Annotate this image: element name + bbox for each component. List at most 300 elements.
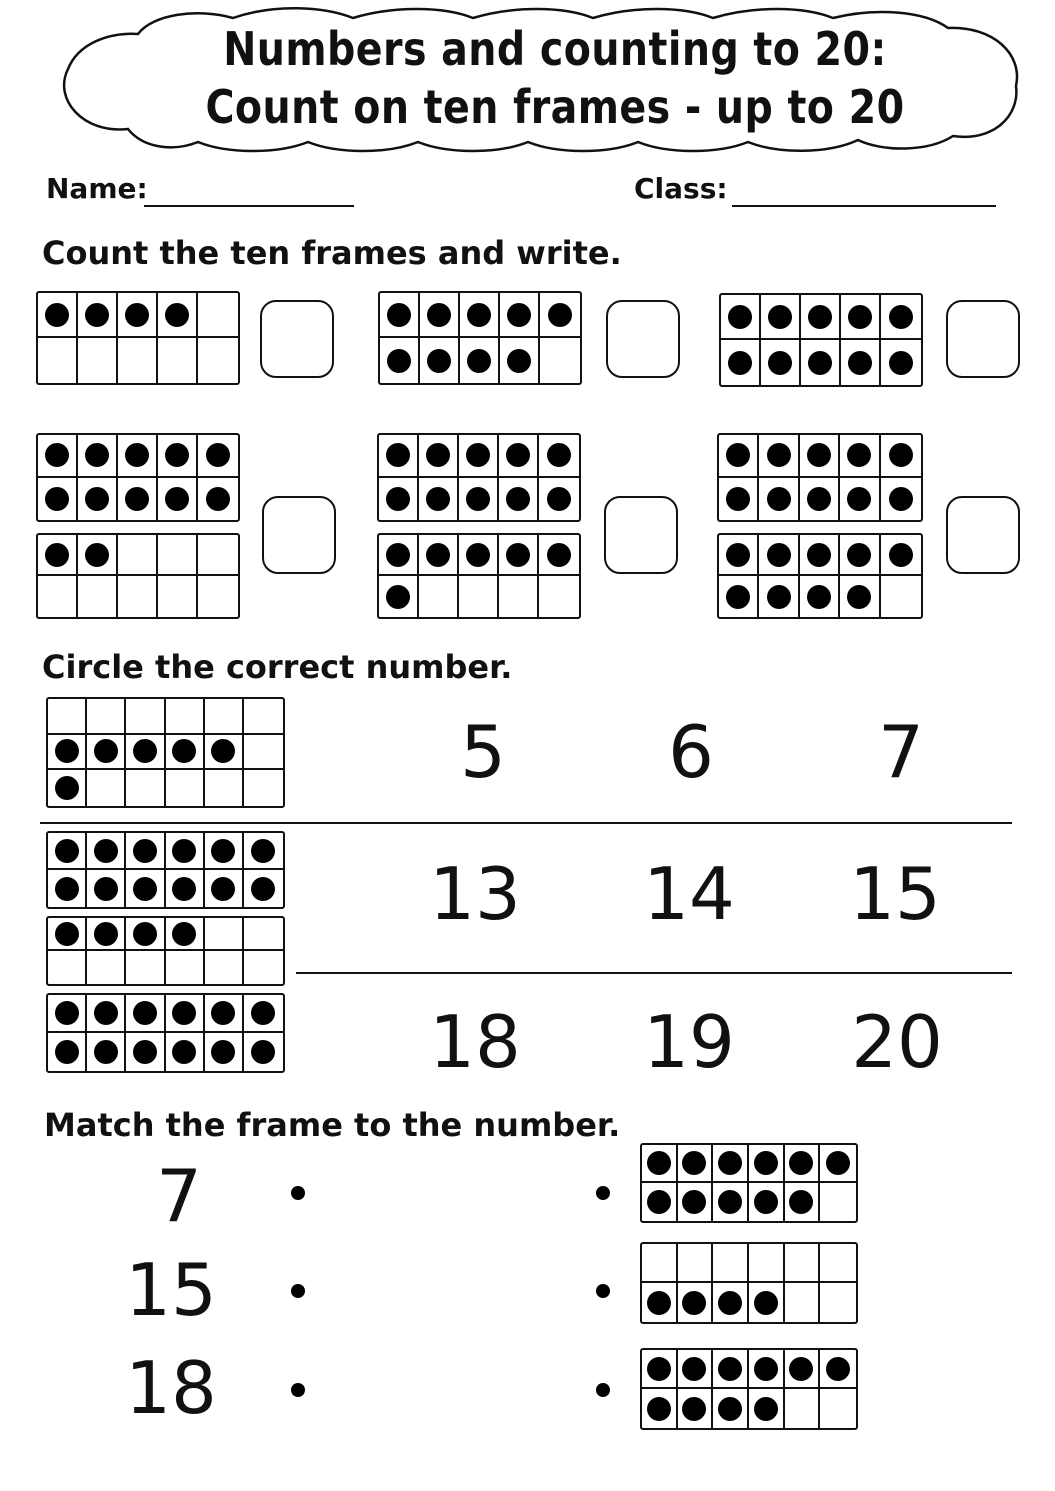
- counter-dot: [172, 839, 196, 863]
- counter-dot: [45, 303, 69, 327]
- counter-dot: [547, 443, 571, 467]
- frame-cell: [749, 1145, 785, 1183]
- frame-cell: [126, 995, 165, 1033]
- counter-dot: [172, 877, 196, 901]
- counter-dot: [789, 1190, 813, 1214]
- frame-cell: [379, 576, 419, 617]
- frame-cell: [749, 1389, 785, 1428]
- counter-dot: [647, 1151, 671, 1175]
- ten-frame: [717, 433, 923, 522]
- row-divider: [40, 822, 1012, 824]
- counter-dot: [768, 351, 792, 375]
- counter-dot: [789, 1151, 813, 1175]
- frame-cell: [642, 1350, 678, 1389]
- counter-dot: [211, 839, 235, 863]
- frame-cell: [205, 995, 244, 1033]
- frame-cell: [126, 699, 165, 735]
- frame-cell: [244, 833, 283, 870]
- frame-cell: [761, 340, 801, 385]
- counter-dot: [889, 487, 913, 511]
- ten-frame: [46, 831, 285, 909]
- frame-cell: [126, 951, 165, 984]
- name-field[interactable]: [144, 205, 354, 207]
- counter-dot: [826, 1357, 850, 1381]
- frame-cell: [800, 576, 840, 617]
- frame-cell: [459, 576, 499, 617]
- frame-cell: [166, 699, 205, 735]
- counter-dot: [466, 487, 490, 511]
- counter-dot: [848, 305, 872, 329]
- counter-dot: [718, 1151, 742, 1175]
- frame-cell: [379, 535, 419, 576]
- frame-cell: [719, 576, 759, 617]
- counter-dot: [847, 585, 871, 609]
- frame-cell: [126, 1033, 165, 1071]
- frame-cell: [78, 338, 118, 383]
- ten-frame: [640, 1348, 858, 1430]
- counter-dot: [133, 739, 157, 763]
- frame-cell: [205, 699, 244, 735]
- frame-cell: [759, 435, 799, 478]
- frame-cell: [820, 1283, 856, 1322]
- counter-dot: [847, 487, 871, 511]
- frame-cell: [78, 576, 118, 617]
- frame-cell: [166, 1033, 205, 1071]
- counter-dot: [767, 585, 791, 609]
- frame-cell: [38, 576, 78, 617]
- counter-dot: [206, 487, 230, 511]
- frame-cell: [126, 918, 165, 951]
- frame-cell: [499, 478, 539, 521]
- counter-dot: [427, 303, 451, 327]
- choice-13[interactable]: 13: [429, 852, 521, 936]
- frame-cell: [841, 295, 881, 340]
- frame-cell: [166, 833, 205, 870]
- frame-cell: [198, 338, 238, 383]
- match-left-dot-1[interactable]: [291, 1186, 305, 1200]
- frame-cell: [126, 870, 165, 907]
- counter-dot: [386, 543, 410, 567]
- frame-cell: [38, 338, 78, 383]
- counter-dot: [647, 1397, 671, 1421]
- frame-cell: [801, 340, 841, 385]
- choice-14[interactable]: 14: [643, 852, 735, 936]
- frame-cell: [244, 1033, 283, 1071]
- frame-cell: [840, 576, 880, 617]
- counter-dot: [125, 303, 149, 327]
- counter-dot: [726, 487, 750, 511]
- counter-dot: [718, 1190, 742, 1214]
- counter-dot: [94, 1001, 118, 1025]
- frame-cell: [759, 535, 799, 576]
- counter-dot: [172, 922, 196, 946]
- counter-dot: [467, 303, 491, 327]
- frame-cell: [785, 1350, 821, 1389]
- frame-cell: [198, 435, 238, 478]
- frame-cell: [244, 735, 283, 771]
- counter-dot: [728, 305, 752, 329]
- match-instruction: Match the frame to the number.: [44, 1106, 621, 1144]
- counter-dot: [211, 739, 235, 763]
- choice-5[interactable]: 5: [460, 710, 506, 794]
- frame-cell: [713, 1350, 749, 1389]
- counter-dot: [211, 877, 235, 901]
- frame-cell: [459, 535, 499, 576]
- frame-cell: [87, 918, 126, 951]
- frame-cell: [713, 1389, 749, 1428]
- frame-cell: [78, 293, 118, 338]
- ten-frame: [377, 533, 581, 619]
- counter-dot: [165, 443, 189, 467]
- counter-dot: [789, 1357, 813, 1381]
- frame-cell: [166, 735, 205, 771]
- counter-dot: [847, 443, 871, 467]
- frame-cell: [820, 1350, 856, 1389]
- frame-cell: [166, 918, 205, 951]
- counter-dot: [251, 1001, 275, 1025]
- frame-cell: [539, 535, 579, 576]
- frame-cell: [420, 338, 460, 383]
- frame-cell: [205, 870, 244, 907]
- frame-cell: [420, 293, 460, 338]
- counter-dot: [55, 877, 79, 901]
- frame-cell: [198, 293, 238, 338]
- counter-dot: [467, 349, 491, 373]
- choice-7[interactable]: 7: [878, 710, 924, 794]
- frame-cell: [881, 295, 921, 340]
- counter-dot: [507, 349, 531, 373]
- frame-cell: [539, 435, 579, 478]
- frame-cell: [48, 1033, 87, 1071]
- counter-dot: [45, 543, 69, 567]
- frame-cell: [48, 870, 87, 907]
- frame-cell: [678, 1145, 714, 1183]
- counter-dot: [125, 443, 149, 467]
- frame-cell: [678, 1183, 714, 1221]
- count-instruction: Count the ten frames and write.: [42, 234, 622, 272]
- counter-dot: [426, 487, 450, 511]
- match-right-dot-1[interactable]: [596, 1186, 610, 1200]
- frame-cell: [118, 478, 158, 521]
- frame-cell: [166, 870, 205, 907]
- frame-cell: [78, 535, 118, 576]
- frame-cell: [419, 435, 459, 478]
- frame-cell: [800, 535, 840, 576]
- counter-dot: [387, 303, 411, 327]
- frame-cell: [713, 1283, 749, 1322]
- counter-dot: [726, 543, 750, 567]
- frame-cell: [87, 995, 126, 1033]
- counter-dot: [754, 1291, 778, 1315]
- counter-dot: [55, 776, 79, 800]
- counter-dot: [85, 543, 109, 567]
- frame-cell: [205, 918, 244, 951]
- frame-cell: [166, 770, 205, 806]
- frame-cell: [48, 833, 87, 870]
- counter-dot: [547, 487, 571, 511]
- answer-box-5[interactable]: [604, 496, 678, 574]
- frame-cell: [38, 435, 78, 478]
- frame-cell: [126, 833, 165, 870]
- counter-dot: [426, 443, 450, 467]
- choice-20[interactable]: 20: [851, 1000, 943, 1084]
- frame-cell: [713, 1183, 749, 1221]
- frame-cell: [721, 295, 761, 340]
- frame-cell: [840, 535, 880, 576]
- ten-frame: [717, 533, 923, 619]
- counter-dot: [507, 303, 531, 327]
- counter-dot: [807, 487, 831, 511]
- frame-cell: [678, 1350, 714, 1389]
- frame-cell: [499, 435, 539, 478]
- frame-cell: [881, 435, 921, 478]
- frame-cell: [48, 951, 87, 984]
- counter-dot: [133, 922, 157, 946]
- frame-cell: [678, 1244, 714, 1283]
- answer-box-1[interactable]: [260, 300, 334, 378]
- counter-dot: [767, 487, 791, 511]
- counter-dot: [466, 443, 490, 467]
- frame-cell: [881, 340, 921, 385]
- frame-cell: [38, 535, 78, 576]
- frame-cell: [158, 293, 198, 338]
- frame-cell: [419, 478, 459, 521]
- ten-frame: [377, 433, 581, 522]
- counter-dot: [682, 1397, 706, 1421]
- counter-dot: [506, 487, 530, 511]
- choice-6[interactable]: 6: [668, 710, 714, 794]
- ten-frame: [640, 1143, 858, 1223]
- class-field[interactable]: [732, 205, 996, 207]
- frame-cell: [678, 1283, 714, 1322]
- frame-cell: [48, 918, 87, 951]
- counter-dot: [767, 443, 791, 467]
- circle-instruction: Circle the correct number.: [42, 648, 513, 686]
- frame-cell: [38, 478, 78, 521]
- frame-cell: [198, 576, 238, 617]
- counter-dot: [754, 1190, 778, 1214]
- counter-dot: [386, 443, 410, 467]
- counter-dot: [682, 1291, 706, 1315]
- frame-cell: [118, 338, 158, 383]
- ten-frame: [378, 291, 582, 385]
- ten-frame: [36, 533, 240, 619]
- counter-dot: [682, 1190, 706, 1214]
- counter-dot: [125, 487, 149, 511]
- counter-dot: [808, 305, 832, 329]
- frame-cell: [642, 1244, 678, 1283]
- counter-dot: [682, 1357, 706, 1381]
- counter-dot: [682, 1151, 706, 1175]
- frame-cell: [78, 478, 118, 521]
- frame-cell: [419, 576, 459, 617]
- frame-cell: [820, 1183, 856, 1221]
- counter-dot: [133, 877, 157, 901]
- frame-cell: [539, 478, 579, 521]
- frame-cell: [205, 735, 244, 771]
- choice-15[interactable]: 15: [849, 852, 941, 936]
- counter-dot: [647, 1291, 671, 1315]
- counter-dot: [94, 877, 118, 901]
- frame-cell: [205, 770, 244, 806]
- counter-dot: [165, 303, 189, 327]
- frame-cell: [244, 918, 283, 951]
- counter-dot: [133, 1001, 157, 1025]
- match-left-dot-3[interactable]: [291, 1383, 305, 1397]
- frame-cell: [87, 833, 126, 870]
- counter-dot: [889, 351, 913, 375]
- row-divider: [296, 972, 1012, 974]
- frame-cell: [539, 576, 579, 617]
- frame-cell: [380, 293, 420, 338]
- frame-cell: [460, 338, 500, 383]
- counter-dot: [718, 1397, 742, 1421]
- frame-cell: [459, 435, 499, 478]
- frame-cell: [785, 1244, 821, 1283]
- frame-cell: [719, 478, 759, 521]
- ten-frame: [46, 993, 285, 1073]
- counter-dot: [807, 543, 831, 567]
- match-right-dot-2[interactable]: [596, 1284, 610, 1298]
- frame-cell: [158, 576, 198, 617]
- counter-dot: [251, 1040, 275, 1064]
- frame-cell: [87, 770, 126, 806]
- frame-cell: [158, 535, 198, 576]
- frame-cell: [801, 295, 841, 340]
- frame-cell: [759, 576, 799, 617]
- frame-cell: [158, 435, 198, 478]
- frame-cell: [785, 1183, 821, 1221]
- frame-cell: [118, 576, 158, 617]
- frame-cell: [500, 338, 540, 383]
- counter-dot: [85, 487, 109, 511]
- frame-cell: [158, 478, 198, 521]
- counter-dot: [45, 487, 69, 511]
- counter-dot: [387, 349, 411, 373]
- counter-dot: [133, 839, 157, 863]
- frame-cell: [642, 1145, 678, 1183]
- counter-dot: [55, 1040, 79, 1064]
- frame-cell: [761, 295, 801, 340]
- answer-box-2[interactable]: [606, 300, 680, 378]
- frame-cell: [678, 1389, 714, 1428]
- frame-cell: [244, 770, 283, 806]
- page-title: Numbers and counting to 20: Count on ten frames - up to 20: [205, 22, 905, 134]
- counter-dot: [165, 487, 189, 511]
- frame-cell: [719, 535, 759, 576]
- counter-dot: [45, 443, 69, 467]
- frame-cell: [158, 338, 198, 383]
- frame-cell: [540, 338, 580, 383]
- counter-dot: [94, 739, 118, 763]
- frame-cell: [205, 1033, 244, 1071]
- frame-cell: [820, 1145, 856, 1183]
- counter-dot: [754, 1357, 778, 1381]
- counter-dot: [754, 1151, 778, 1175]
- counter-dot: [506, 543, 530, 567]
- frame-cell: [379, 435, 419, 478]
- frame-cell: [126, 770, 165, 806]
- counter-dot: [55, 922, 79, 946]
- counter-dot: [55, 739, 79, 763]
- counter-dot: [85, 443, 109, 467]
- ten-frame: [46, 697, 285, 808]
- answer-box-4[interactable]: [262, 496, 336, 574]
- counter-dot: [768, 305, 792, 329]
- frame-cell: [48, 770, 87, 806]
- ten-frame: [46, 916, 285, 986]
- choice-18[interactable]: 18: [429, 1000, 521, 1084]
- frame-cell: [749, 1183, 785, 1221]
- frame-cell: [87, 951, 126, 984]
- frame-cell: [785, 1145, 821, 1183]
- match-number-18: 18: [125, 1346, 217, 1430]
- counter-dot: [718, 1291, 742, 1315]
- counter-dot: [754, 1397, 778, 1421]
- frame-cell: [48, 735, 87, 771]
- frame-cell: [642, 1389, 678, 1428]
- counter-dot: [172, 739, 196, 763]
- frame-cell: [118, 535, 158, 576]
- answer-box-3[interactable]: [946, 300, 1020, 378]
- frame-cell: [759, 478, 799, 521]
- frame-cell: [380, 338, 420, 383]
- choice-19[interactable]: 19: [643, 1000, 735, 1084]
- frame-cell: [244, 699, 283, 735]
- counter-dot: [889, 443, 913, 467]
- counter-dot: [808, 351, 832, 375]
- frame-cell: [841, 340, 881, 385]
- counter-dot: [172, 1040, 196, 1064]
- frame-cell: [244, 995, 283, 1033]
- frame-cell: [749, 1350, 785, 1389]
- frame-cell: [48, 995, 87, 1033]
- frame-cell: [198, 535, 238, 576]
- ten-frame: [640, 1242, 858, 1324]
- counter-dot: [728, 351, 752, 375]
- counter-dot: [426, 543, 450, 567]
- frame-cell: [800, 478, 840, 521]
- match-left-dot-2[interactable]: [291, 1284, 305, 1298]
- counter-dot: [85, 303, 109, 327]
- frame-cell: [379, 478, 419, 521]
- name-label: Name:: [46, 172, 148, 205]
- frame-cell: [749, 1244, 785, 1283]
- frame-cell: [48, 699, 87, 735]
- counter-dot: [647, 1190, 671, 1214]
- counter-dot: [55, 1001, 79, 1025]
- frame-cell: [881, 535, 921, 576]
- frame-cell: [800, 435, 840, 478]
- counter-dot: [251, 877, 275, 901]
- frame-cell: [118, 293, 158, 338]
- frame-cell: [785, 1389, 821, 1428]
- counter-dot: [826, 1151, 850, 1175]
- counter-dot: [647, 1357, 671, 1381]
- frame-cell: [500, 293, 540, 338]
- counter-dot: [206, 443, 230, 467]
- counter-dot: [506, 443, 530, 467]
- ten-frame: [36, 433, 240, 522]
- answer-box-6[interactable]: [946, 496, 1020, 574]
- match-right-dot-3[interactable]: [596, 1383, 610, 1397]
- frame-cell: [166, 951, 205, 984]
- frame-cell: [419, 535, 459, 576]
- frame-cell: [499, 535, 539, 576]
- frame-cell: [460, 293, 500, 338]
- frame-cell: [205, 833, 244, 870]
- frame-cell: [642, 1183, 678, 1221]
